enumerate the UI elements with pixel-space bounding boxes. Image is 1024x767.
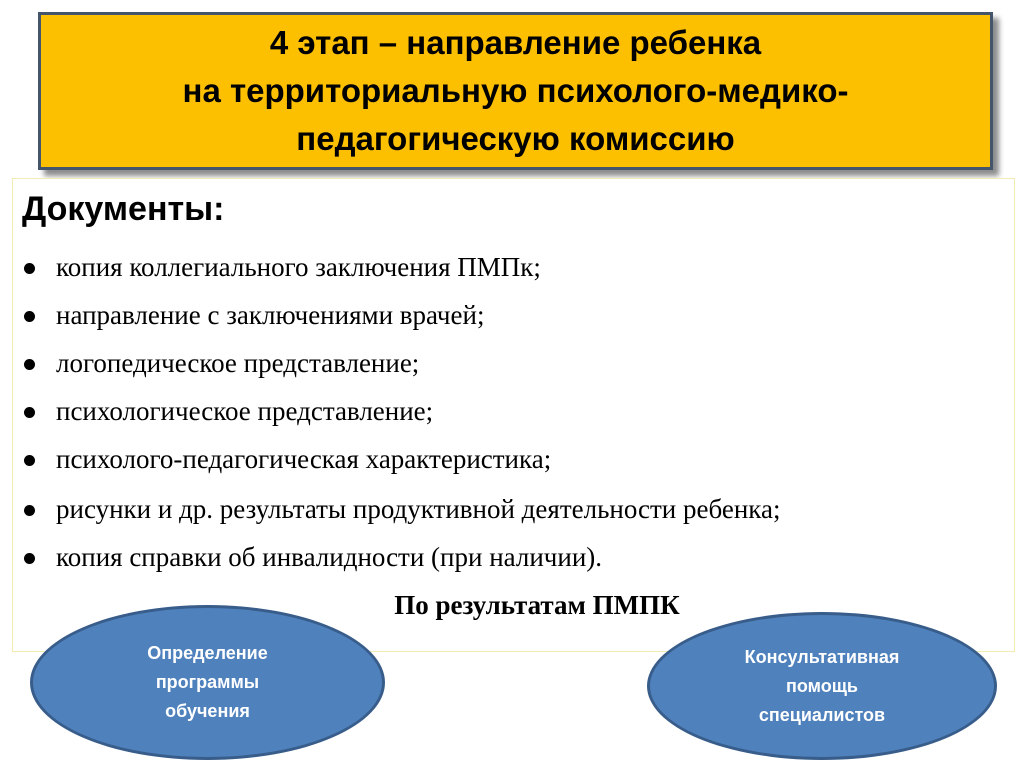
outcome-left-line-3: обучения	[165, 701, 250, 721]
bullet-icon	[24, 311, 35, 322]
bullet-icon	[24, 263, 35, 274]
bullet-icon	[24, 505, 35, 516]
outcome-left-line-1: Определение	[147, 643, 268, 663]
title-line-3: педагогическую комиссию	[296, 120, 735, 157]
list-item-text: психологическое представление;	[56, 396, 434, 426]
bullet-icon	[24, 407, 35, 418]
outcome-right-line-1: Консультативная	[744, 646, 900, 667]
bullet-icon	[24, 553, 35, 564]
list-item-text: рисунки и др. результаты продуктивной деятельности ребенка;	[56, 494, 781, 524]
outcome-left-line-2: программы	[155, 672, 260, 692]
outcome-right-line-3: специалистов	[758, 704, 886, 725]
bullet-icon	[24, 359, 35, 370]
list-item-text: направление с заключениями врачей;	[56, 300, 485, 330]
bullet-icon	[24, 455, 35, 466]
title-line-2: на территориальную психолого-медико-	[182, 72, 849, 109]
outcome-oval-consulting	[647, 612, 997, 760]
list-item-text: логопедическое представление;	[56, 348, 420, 378]
documents-heading: Документы:	[22, 190, 225, 228]
list-item-text: копия справки об инвалидности (при наличии).	[56, 542, 603, 572]
outcome-right-line-2: помощь	[786, 675, 858, 696]
title-banner	[38, 12, 993, 170]
list-item-text: копия коллегиального заключения ПМПк;	[56, 252, 541, 282]
title-line-1: 4 этап – направление ребенка	[269, 24, 762, 61]
outcome-oval-program	[30, 605, 385, 760]
list-item-text: психолого-педагогическая характеристика;	[56, 444, 552, 474]
results-heading: По результатам ПМПК	[394, 590, 680, 620]
